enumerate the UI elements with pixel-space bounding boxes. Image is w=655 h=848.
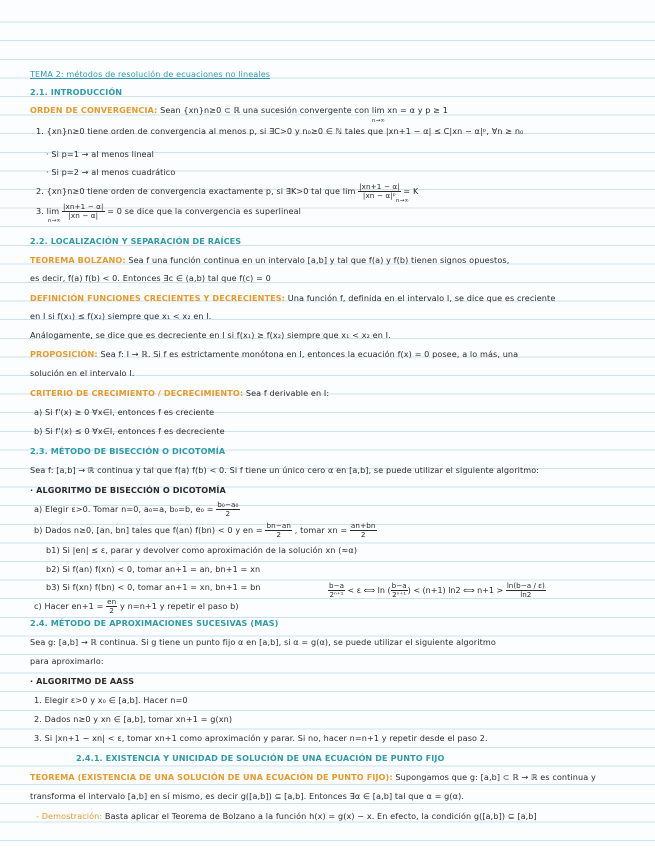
item-2-numerator: |xn+1 − α|	[359, 182, 400, 191]
proposicion-text-2: solución en el intervalo I.	[30, 368, 135, 378]
teorema-text: Supongamos que g: [a,b] ⊂ ℝ → ℝ es continua y	[395, 772, 596, 782]
step-b-fraction-2	[350, 522, 377, 539]
side-mid-1: < ε ⟺ ln	[347, 586, 385, 595]
criterio-line	[30, 387, 655, 399]
definicion-text-3: Análogamente, se dice que es decreciente en I si f(x₁) ≥ f(x₂) siempre que x₁ < x₂ en I.	[30, 330, 391, 340]
teorema-label: TEOREMA (EXISTENCIA DE UNA SOLUCIÓN DE UNA ECUACIÓN DE PUNTO FIJO):	[30, 772, 393, 782]
criterio-label: CRITERIO DE CRECIMIENTO / DECRECIMIENTO:	[30, 388, 244, 398]
step-b-text: b) Dados n≥0, [an, bn] tales que f(an) f(bn) < 0 y en =	[34, 525, 263, 535]
step-c-denominator: 2	[109, 606, 115, 615]
definicion-line	[30, 292, 655, 304]
bullet-cuadratico: · Si p=2 → al menos cuadrático	[46, 167, 176, 177]
item-2-denominator: |xn − α|ᵖ	[362, 191, 396, 200]
section-2-1-heading: 2.1. INTRODUCCIÓN	[30, 87, 123, 97]
side-numerator-3: ln(b−a / ε)	[506, 581, 545, 590]
page-title: TEMA 2: métodos de resolución de ecuaciones no lineales	[30, 69, 271, 79]
section-2-4-heading: 2.4. MÉTODO DE APROXIMACIONES SUCESIVAS (MAS)	[30, 618, 279, 628]
orden-lim-sub: n→∞	[372, 118, 385, 124]
section-2-2-heading: 2.2. LOCALIZACIÓN Y SEPARACIÓN DE RAÍCES	[30, 236, 242, 246]
orden-convergencia-label: ORDEN DE CONVERGENCIA:	[30, 105, 158, 115]
side-fraction-1	[328, 582, 345, 599]
item-3-post: = 0 se dice que la convergencia es superlineal	[107, 206, 302, 216]
side-mid-2: < (n+1) ln2 ⟺ n+1 >	[413, 586, 504, 595]
step-b3: b3) Si f(xn) f(bn) < 0, tomar an+1 = xn, bn+1 = bn	[46, 582, 261, 592]
step-c-numerator: en	[107, 597, 117, 606]
teorema-line	[30, 771, 655, 783]
criterio-text: Sea f derivable en I:	[245, 388, 330, 398]
bolzano-label: TEOREMA BOLZANO:	[30, 255, 126, 265]
side-denominator-1: 2ⁿ⁺¹	[329, 590, 344, 599]
step-a-fraction	[216, 501, 239, 518]
item-2-fraction	[358, 183, 401, 200]
criterio-a: a) Si f'(x) ≥ 0 ∀x∈I, entonces f es creciente	[34, 407, 215, 417]
mas-algoritmo-title: · ALGORITMO DE AASS	[30, 676, 135, 686]
mas-intro-2: para aproximarlo:	[30, 656, 104, 666]
step-b-denominator-1: 2	[276, 530, 282, 539]
item-2-lim-sub: n→∞	[396, 198, 409, 204]
side-denominator-2: 2ⁿ⁺¹	[392, 590, 407, 599]
mas-step-3: 3. Si |xn+1 − xn| < ε, tomar xn+1 como aproximación y parar. Si no, hacer n=n+1 y repetir desde el paso 2.	[34, 733, 488, 743]
proposicion-text: Sea f: I → ℝ. Si f es estrictamente monótona en I, entonces la ecuación f(x) = 0 posee, a lo más, una	[100, 349, 519, 359]
step-b-mid: , tomar xn =	[294, 525, 348, 535]
biseccion-algoritmo-title: · ALGORITMO DE BISECCIÓN O DICOTOMÍA	[30, 485, 226, 495]
step-c-text: c) Hacer en+1 =	[34, 601, 104, 611]
proposicion-label: PROPOSICIÓN:	[30, 349, 98, 359]
step-c	[34, 598, 324, 615]
criterio-b: b) Si f'(x) ≤ 0 ∀x∈I, entonces f es decreciente	[34, 426, 225, 436]
side-paren-open: (	[387, 586, 391, 595]
step-b-fraction-1	[265, 522, 292, 539]
step-c-post: y n=n+1 y repetir el paso b)	[120, 601, 239, 611]
side-fraction-3	[506, 582, 546, 599]
bullet-lineal: · Si p=1 → al menos lineal	[46, 149, 155, 159]
item-3-numerator: |xn+1 − α|	[62, 202, 104, 211]
proposicion-line	[30, 348, 655, 360]
mas-step-2: 2. Dados n≥0 y xn ∈ [a,b], tomar xn+1 = g(xn)	[34, 714, 233, 724]
mas-intro: Sea g: [a,b] → ℝ continua. Si g tiene un punto fijo α en [a,b], si α = g(α), se puede utilizar el siguiente algoritmo	[30, 637, 496, 647]
step-b-numerator-2: an+bn	[350, 521, 376, 530]
item-3-lim: 3. lim	[36, 206, 60, 216]
demostracion-line	[36, 810, 655, 822]
orden-convergencia-text: Sean {xn}n≥0 ⊂ ℝ una sucesión convergente con lim xn = α y p ≥ 1	[160, 105, 448, 115]
bolzano-text-2: es decir, f(a) f(b) < 0. Entonces ∃c ∈ (a,b) tal que f(c) = 0	[30, 273, 271, 283]
definicion-text-2: en I si f(x₁) ≤ f(x₂) siempre que x₁ < x₂ en I.	[30, 311, 212, 321]
side-paren-close: )	[407, 586, 411, 595]
section-2-3-heading: 2.3. MÉTODO DE BISECCIÓN O DICOTOMÍA	[30, 446, 226, 456]
step-a-numerator: b₀−a₀	[217, 500, 239, 509]
step-a	[34, 501, 655, 518]
step-b	[34, 522, 655, 539]
side-denominator-3: ln2	[520, 590, 532, 599]
side-formula	[328, 582, 546, 599]
step-b2: b2) Si f(an) f(xn) < 0, tomar an+1 = an, bn+1 = xn	[46, 564, 261, 574]
step-a-text: a) Elegir ε>0. Tomar n=0, a₀=a, b₀=b, e₀ =	[34, 504, 214, 514]
item-3-denominator: |xn − α|	[68, 211, 99, 220]
mas-step-1: 1. Elegir ε>0 y x₀ ∈ [a,b]. Hacer n=0	[34, 695, 188, 705]
step-a-denominator: 2	[225, 509, 231, 518]
side-fraction-2	[391, 582, 408, 599]
section-2-4-1-heading: 2.4.1. EXISTENCIA Y UNICIDAD DE SOLUCIÓN DE UNA ECUACIÓN DE PUNTO FIJO	[76, 753, 445, 763]
item-1: 1. {xn}n≥0 tiene orden de convergencia al menos p, si ∃C>0 y n₀≥0 ∈ ℕ tales que |xn+1 − α| ≤ C|xn − α|ᵖ, ∀n ≥ n₀	[36, 126, 524, 136]
bolzano-line	[30, 254, 655, 266]
item-2-post: = K	[403, 186, 419, 196]
demostracion-text: Basta aplicar el Teorema de Bolzano a la función h(x) = g(x) − x. En efecto, la condición g([a,b]) ⊆ [a,b]	[104, 811, 537, 821]
demostracion-label: - Demostración:	[36, 811, 103, 821]
item-2-text: 2. {xn}n≥0 tiene orden de convergencia exactamente p, si ∃K>0 tal que lim	[36, 186, 356, 196]
side-numerator-2: b−a	[391, 581, 407, 590]
side-numerator-1: b−a	[329, 581, 344, 590]
step-b-denominator-2: 2	[360, 530, 366, 539]
biseccion-intro: Sea f: [a,b] → ℝ continua y tal que f(a) f(b) < 0. Si f tiene un único cero α en [a,b], se puede utilizar el siguiente algoritmo:	[30, 465, 540, 475]
step-c-fraction	[106, 598, 117, 615]
bolzano-text: Sea f una función continua en un intervalo [a,b] y tal que f(a) y f(b) tienen signos opuestos,	[128, 255, 510, 265]
teorema-text-2: transforma el intervalo [a,b] en sí mismo, es decir g([a,b]) ⊆ [a,b]. Entonces ∃α ∈ [a,b] tal que α = g(α).	[30, 791, 465, 801]
definicion-label: DEFINICIÓN FUNCIONES CRECIENTES Y DECRECIENTES:	[30, 293, 286, 303]
item-3-lim-sub: n→∞	[48, 218, 61, 224]
step-b-numerator-1: bn−an	[266, 521, 292, 530]
step-b1: b1) Si |en| ≤ ε, parar y devolver como aproximación de la solución xn (≈α)	[46, 545, 358, 555]
definicion-text: Una función f, definida en el intervalo I, se dice que es creciente	[287, 293, 556, 303]
